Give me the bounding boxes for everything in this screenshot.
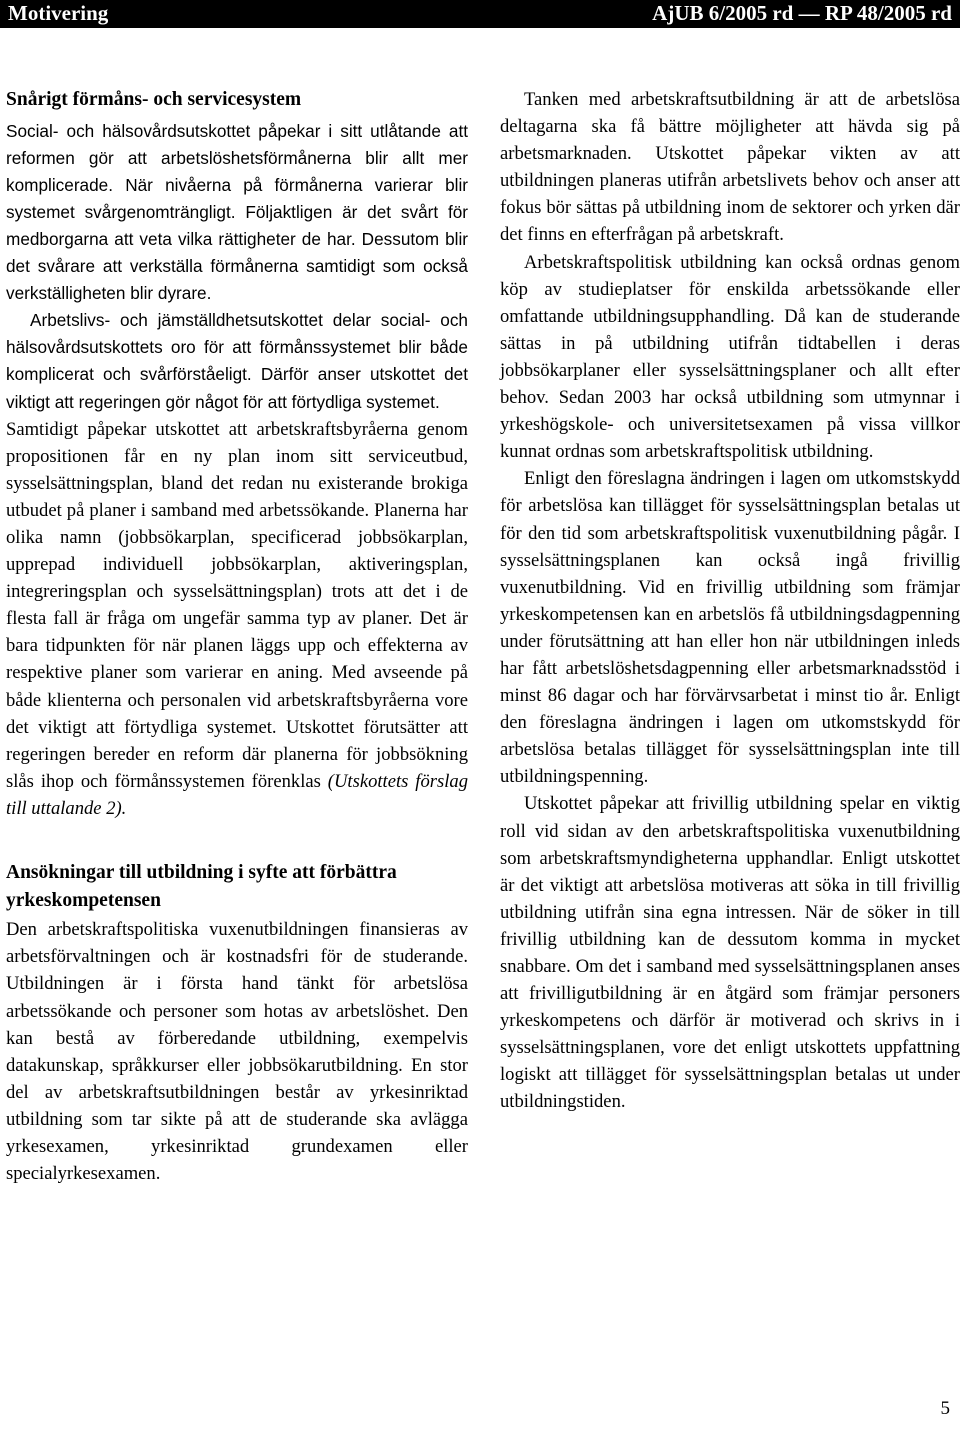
- paragraph: [6, 416, 468, 822]
- left-column: [6, 86, 468, 1187]
- paragraph: Tanken med arbetskraftsutbildning är att de arbetslösa deltagarna ska få bättre möjligheter att hävda sig på arbetsmarknaden. Utskottet påpekar vikten av att utbildningen planeras utifrån arbetslivets behov och anser att fokus bör sättas på utbildning inom de sektorer och yrken där det finns en efterfrågan på arbetskraft.: [500, 89, 960, 246]
- paragraph: Enligt den föreslagna ändringen i lagen om utkomstskydd för arbetslösa kan tillägget för sysselsättningsplan betalas ut för den tid som arbetskraftspolitisk vuxenutbildning pågår. I sysselsättningsplanen kan också ingå frivillig vuxenutbildning. Vid en frivillig utbildning som främjar yrkeskompetensen kan en arbetslös få utbildningsdagpenning under förutsättning att han eller hon när utbildningen inleds har fått arbetslöshetsdagpenning eller arbetsmarknadsstöd i minst 86 dagar och har förvärvsarbetat i minst tio år. Enligt den föreslagna ändringen i lagen om utkomstskydd för arbetslösa betalas tillägget för sysselsättningsplan inte till utbildningspenning.: [500, 468, 960, 788]
- paragraph: Social- och hälsovårdsutskottet påpekar i sitt utlåtande att reformen gör att arbetslöshetsförmånerna blir allt mer komplicerade. När nivåerna på förmånerna varierar blir systemet svårgenomträngligt. Följaktligen är det svårt för medborgarna att veta vilka rättigheter de har. Dessutom blir det svårare att verkställa förmånerna samtidigt som också verkställigheten blir dyrare.: [6, 120, 468, 304]
- paragraph-italic-reference: (Utskottets förslag till uttalande 2).: [6, 770, 468, 819]
- paragraph: Arbetslivs- och jämställdhetsutskottet delar social- och hälsovårdsutskottets oro för att förmånssystemet blir både komplicerat och svårförståeligt. Därför anser utskottet det viktigt att regeringen gör något för att förtydliga systemet.: [6, 310, 468, 412]
- header-document-id: AjUB 6/2005 rd — RP 48/2005 rd: [652, 1, 952, 25]
- paragraph: Utskottet påpekar att frivillig utbildning spelar en viktig roll vid sidan av den arbetskraftspolitiska vuxenutbildning som arbetskraftsmyndigheterna upphandlar. Enligt utskottet är det viktigt att arbetslösa motiveras att söka in till frivillig utbildning utifrån sina egna intressen. När de söker in till frivillig utbildning kan de dessutom komma in mycket snabbare. Om det i samband med sysselsättningsplanen anses att frivilligutbildning är en åtgärd som främjar personers yrkeskompetens och därför är motiverad och skrivs in i sysselsättningsplanen, vore det enligt utskottets uppfattning logiskt att tillägget för sysselsättningsplan betalas ut under utbildningstiden.: [500, 793, 960, 1113]
- paragraph: Den arbetskraftspolitiska vuxenutbildningen finansieras av arbetsförvaltningen och är kostnadsfri för de studerande. Utbildningen är i första hand tänkt för arbetslösa arbetssökande och personer som hotas av arbetslöshet. Den kan bestå av förberedande utbildning, exempelvis datakunskap, språkkurser eller jobbsökarutbildning. En stor del av arbetskraftsutbildningen består av yrkesinriktad utbildning som tar sikte på att de studerande ska avlägga yrkesexamen, yrkesinriktad grundexamen eller specialyrkesexamen.: [6, 919, 468, 1185]
- paragraph-text: Samtidigt påpekar utskottet att arbetskraftsbyråerna genom propositionen får en ny plan inom sitt serviceutbud, sysselsättningsplan, bland det redan nu existerande brokiga utbudet på planer i samband med arbetssökande. Planerna har olika namn (jobbsökarplan, specificerad jobbsökarplan, upprepad individuell jobbsökarplan, aktiveringsplan, integreringsplan och sysselsättningsplan) trots att det i de flesta fall är fråga om ungefär samma typ av planer. Det är bara tidpunkten för när planen läggs upp och effekterna av respektive planer som varierar en aning. Med avseende på både klienterna och personalen vid arbetskraftsbyråerna vore det viktigt att förtydliga systemet. Utskottet förutsätter att regeringen bereder en reform där planerna för jobbsökning slås ihop och förmånssystemen förenklas: [6, 418, 468, 792]
- running-header: [0, 0, 960, 28]
- header-section-title: Motivering: [8, 1, 109, 25]
- section-heading-benefit-system: Snårigt förmåns- och servicesystem: [6, 89, 302, 110]
- paragraph: Arbetskraftspolitisk utbildning kan också ordnas genom köp av studieplatser för enskilda arbetssökande eller omfattande utbildningsupphandling. Då kan de studerande sättas in på utbildning utifrån tidtabellen i deras jobbsökarplaner eller sysselsättningsplaner och allt efter behov. Sedan 2003 har också utbildning som utmynnar i yrkeshögskole- och universitetsexamen på vissa villkor kunnat ordnas som arbetskraftspolitisk utbildning.: [500, 251, 960, 463]
- page-number: 5: [940, 1398, 950, 1419]
- section-heading-training: Ansökningar till utbildning i syfte att förbättra yrkeskompetensen: [6, 862, 397, 911]
- right-column: [500, 86, 960, 1116]
